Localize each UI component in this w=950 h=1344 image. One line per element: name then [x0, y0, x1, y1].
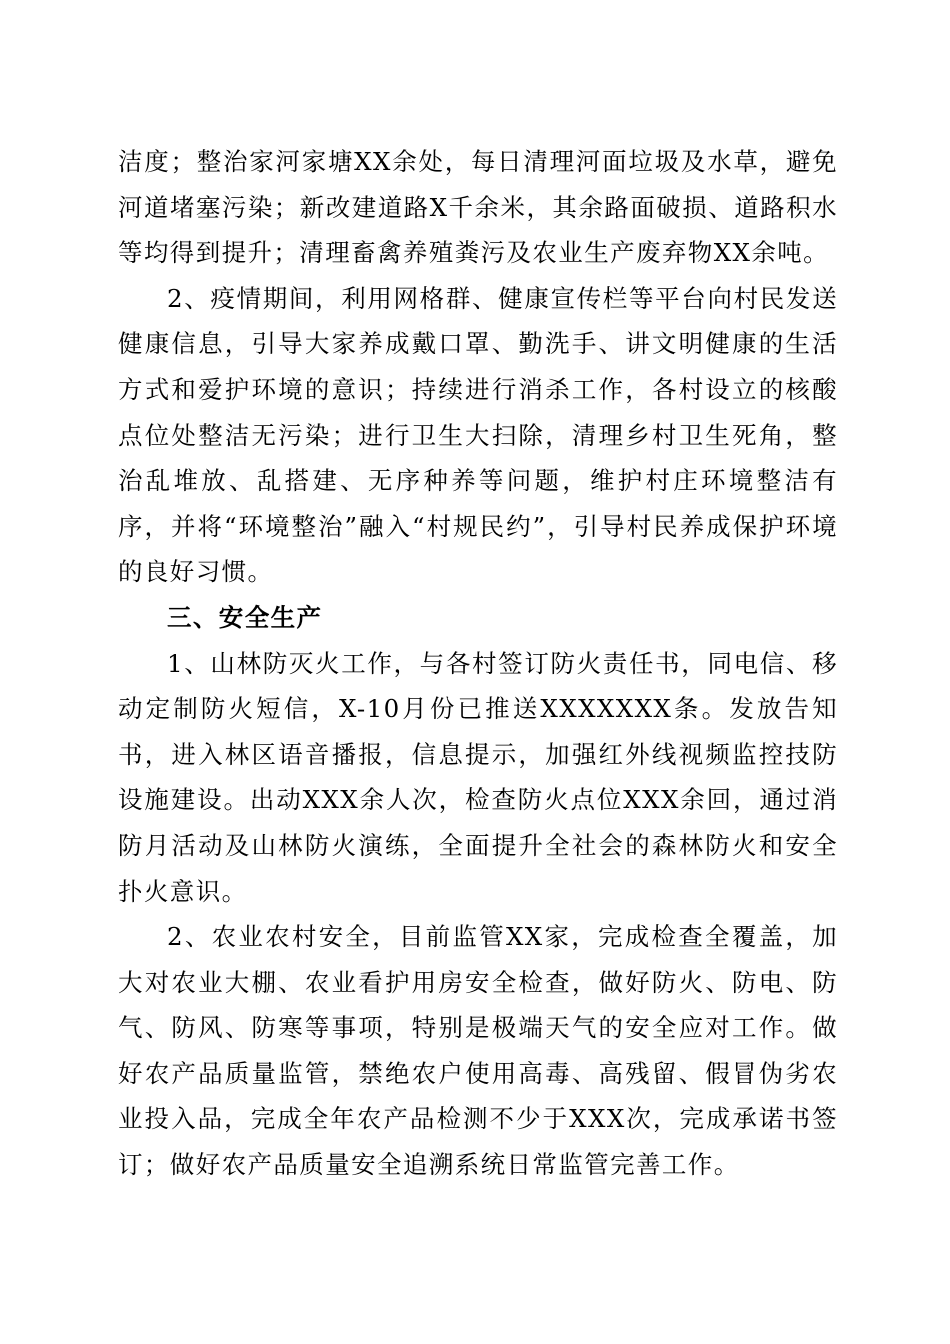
- section-heading-safety-production: 三、安全生产: [167, 602, 323, 632]
- paragraph-continuation: 洁度；整治家河家塘XX余处，每日清理河面垃圾及水草，避免河道堵塞污染；新改建道路X千余米，其余路面破损、道路积水等均得到提升；清理畜禽养殖粪污及农业生产废弃物XX余吨。: [118, 147, 838, 268]
- paragraph-epidemic-health: 2、疫情期间，利用网格群、健康宣传栏等平台向村民发送健康信息，引导大家养成戴口罩、勤洗手、讲文明健康的生活方式和爱护环境的意识；持续进行消杀工作，各村设立的核酸点位处整洁无污染；进行卫生大扫除，清理乡村卫生死角，整治乱堆放、乱搭建、无序种养等问题，维护村庄环境整洁有序，并将“环境整治”融入“村规民约”，引导村民养成保护环境的良好习惯。: [118, 283, 838, 587]
- document-body: [118, 139, 838, 1188]
- paragraph-agricultural-safety: 2、农业农村安全，目前监管XX家，完成检查全覆盖，加大对农业大棚、农业看护用房安全检查，做好防火、防电、防气、防风、防寒等事项，特别是极端天气的安全应对工作。做好农产品质量监管，禁绝农户使用高毒、高残留、假冒伪劣农业投入品，完成全年农产品检测不少于XXX次，完成承诺书签订；做好农产品质量安全追溯系统日常监管完善工作。: [118, 922, 838, 1180]
- paragraph-forest-fire-prevention: 1、山林防灭火工作，与各村签订防火责任书，同电信、移动定制防火短信，X-10月份已推送XXXXXXX条。发放告知书，进入林区语音播报，信息提示，加强红外线视频监控技防设施建设。出动XXX余人次，检查防火点位XXX余回，通过消防月活动及山林防火演练，全面提升全社会的森林防火和安全扑火意识。: [118, 648, 838, 906]
